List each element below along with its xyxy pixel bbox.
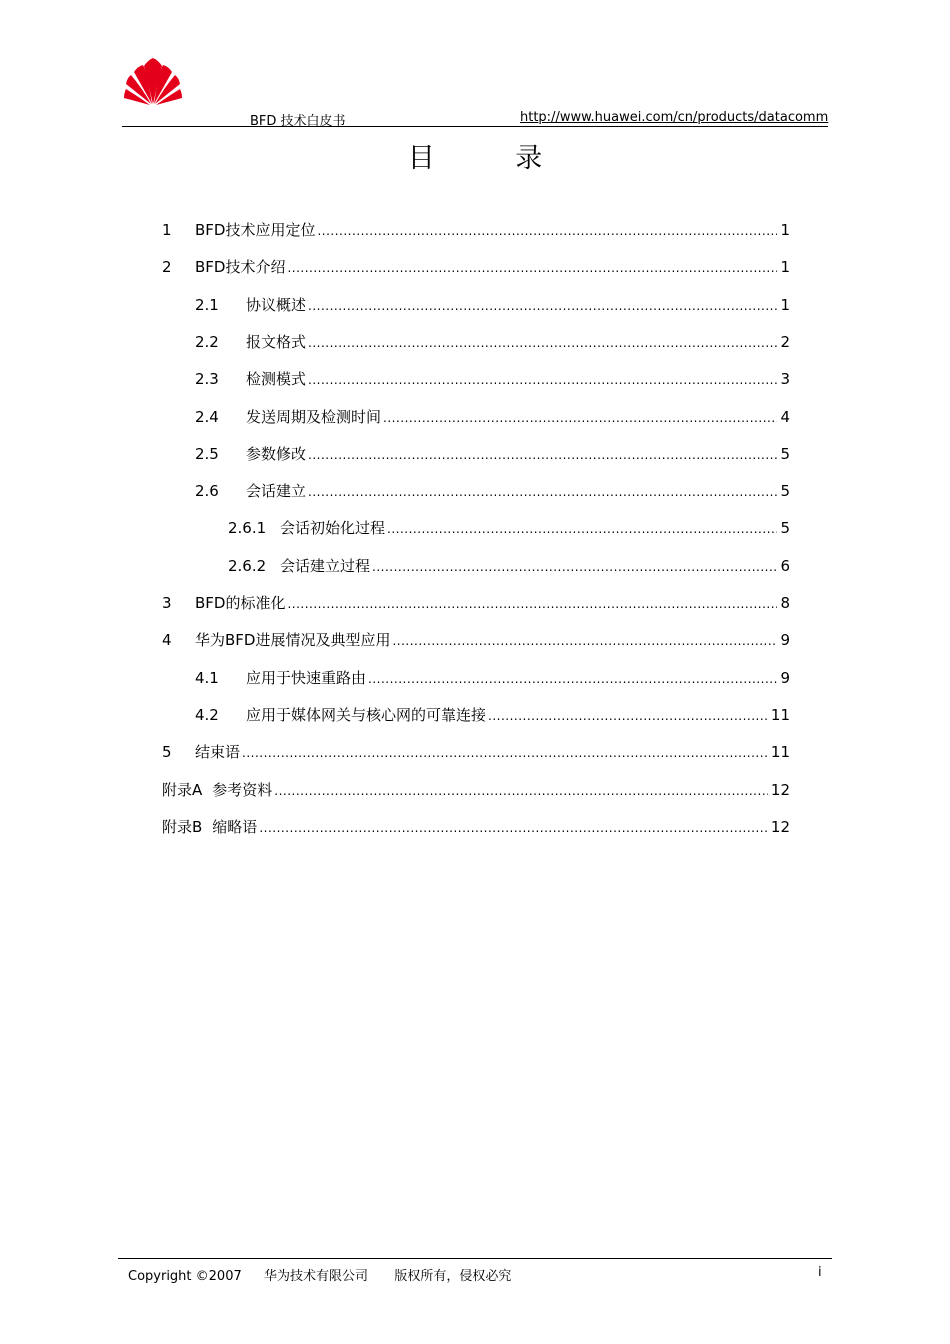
toc-entry-label: 应用于快速重路由 — [246, 669, 367, 687]
toc-entry-page: 11 — [770, 743, 790, 761]
toc-entry-number: 1 — [162, 221, 172, 239]
toc-entry[interactable] — [195, 443, 790, 465]
toc-entry-label: 会话初始化过程 — [280, 519, 386, 537]
toc-entry-page: 3 — [780, 370, 790, 388]
toc-entry[interactable] — [195, 667, 790, 689]
toc-title: 目 录 — [407, 143, 579, 174]
rights-text: 版权所有，侵权必究 — [394, 1269, 512, 1284]
toc-entry-number: 2.6 — [195, 482, 219, 500]
toc-entry-label: BFD技术介绍 — [195, 258, 286, 276]
toc-entry-number: 4 — [162, 631, 172, 649]
toc-dot-leader — [488, 709, 768, 723]
toc-entry-page: 1 — [780, 221, 790, 239]
toc-dot-leader — [274, 784, 768, 798]
toc-entry[interactable] — [195, 294, 790, 316]
toc-entry-label: BFD技术应用定位 — [195, 221, 316, 239]
page-number: i — [818, 1265, 822, 1280]
toc-entry-number: 附录B — [162, 818, 203, 836]
toc-entry-label: 参考资料 — [212, 781, 273, 799]
toc-entry-page: 9 — [780, 669, 790, 687]
toc-entry-label: 华为BFD进展情况及典型应用 — [195, 631, 391, 649]
toc-entry[interactable] — [162, 629, 790, 651]
toc-entry-label: 应用于媒体网关与核心网的可靠连接 — [246, 706, 487, 724]
toc-dot-leader — [308, 373, 777, 387]
toc-entry-label: 缩略语 — [212, 818, 258, 836]
toc-dot-leader — [308, 485, 777, 499]
toc-dot-leader — [308, 299, 777, 313]
toc-entry-page: 5 — [780, 519, 790, 537]
toc-entry-label: 报文格式 — [246, 333, 307, 351]
toc-entry[interactable] — [162, 219, 790, 241]
toc-entry[interactable] — [195, 331, 790, 353]
toc-entry-label: 结束语 — [195, 743, 241, 761]
toc-entry[interactable] — [228, 517, 790, 539]
toc-entry[interactable] — [228, 555, 790, 577]
toc-entry-number: 3 — [162, 594, 172, 612]
toc-dot-leader — [287, 597, 777, 611]
toc-entry-label: 检测模式 — [246, 370, 307, 388]
company-name: 华为技术有限公司 — [264, 1269, 369, 1284]
toc-entry-number: 4.1 — [195, 669, 219, 687]
toc-entry-page: 9 — [780, 631, 790, 649]
toc-entry-page: 5 — [780, 445, 790, 463]
copyright-text: Copyright ©2007 — [128, 1269, 242, 1284]
toc-entry-number: 2.2 — [195, 333, 219, 351]
toc-entry-page: 12 — [770, 818, 790, 836]
toc-entry[interactable] — [195, 368, 790, 390]
toc-entry-page: 1 — [780, 296, 790, 314]
toc-entry-label: 协议概述 — [246, 296, 307, 314]
toc-dot-leader — [387, 522, 777, 536]
toc-entry-page: 6 — [780, 557, 790, 575]
toc-entry[interactable] — [195, 480, 790, 502]
toc-entry-number: 附录A — [162, 781, 203, 799]
toc-entry-page: 12 — [770, 781, 790, 799]
toc-entry[interactable] — [162, 741, 790, 763]
toc-dot-leader — [368, 672, 777, 686]
toc-entry[interactable] — [162, 816, 790, 838]
toc-dot-leader — [259, 821, 768, 835]
toc-entry-page: 4 — [780, 408, 790, 426]
toc-entry[interactable] — [162, 592, 790, 614]
toc-dot-leader — [383, 411, 777, 425]
toc-entry[interactable] — [162, 779, 790, 801]
toc-dot-leader — [392, 634, 777, 648]
toc-entry-page: 8 — [780, 594, 790, 612]
toc-entry-number: 2.5 — [195, 445, 219, 463]
toc-entry-label: 发送周期及检测时间 — [246, 408, 382, 426]
footer-divider — [118, 1258, 832, 1259]
toc-entry-number: 2.6.2 — [228, 557, 267, 575]
toc-entry[interactable] — [195, 406, 790, 428]
toc-entry-number: 4.2 — [195, 706, 219, 724]
toc-entry[interactable] — [195, 704, 790, 726]
toc-dot-leader — [308, 336, 777, 350]
toc-entry-label: 会话建立过程 — [280, 557, 371, 575]
toc-dot-leader — [308, 448, 777, 462]
toc-entry-number: 2.1 — [195, 296, 219, 314]
toc-entry-page: 5 — [780, 482, 790, 500]
document-title: BFD 技术白皮书 — [250, 114, 346, 129]
toc-dot-leader — [287, 261, 777, 275]
toc-entry[interactable] — [162, 256, 790, 278]
toc-entry-number: 2 — [162, 258, 172, 276]
toc-entry-number: 2.3 — [195, 370, 219, 388]
toc-entry-label: 参数修改 — [246, 445, 307, 463]
header-url-link[interactable]: http://www.huawei.com/cn/products/datacomm — [520, 110, 829, 125]
toc-entry-number: 2.4 — [195, 408, 219, 426]
toc-entry-page: 2 — [780, 333, 790, 351]
toc-entry-page: 11 — [770, 706, 790, 724]
toc-entry-number: 2.6.1 — [228, 519, 267, 537]
toc-dot-leader — [242, 746, 768, 760]
toc-dot-leader — [372, 560, 777, 574]
toc-dot-leader — [317, 224, 777, 238]
toc-entry-number: 5 — [162, 743, 172, 761]
footer-copyright — [128, 1265, 511, 1284]
toc-entry-page: 1 — [780, 258, 790, 276]
toc-entry-label: 会话建立 — [246, 482, 307, 500]
toc-entry-label: BFD的标准化 — [195, 594, 286, 612]
